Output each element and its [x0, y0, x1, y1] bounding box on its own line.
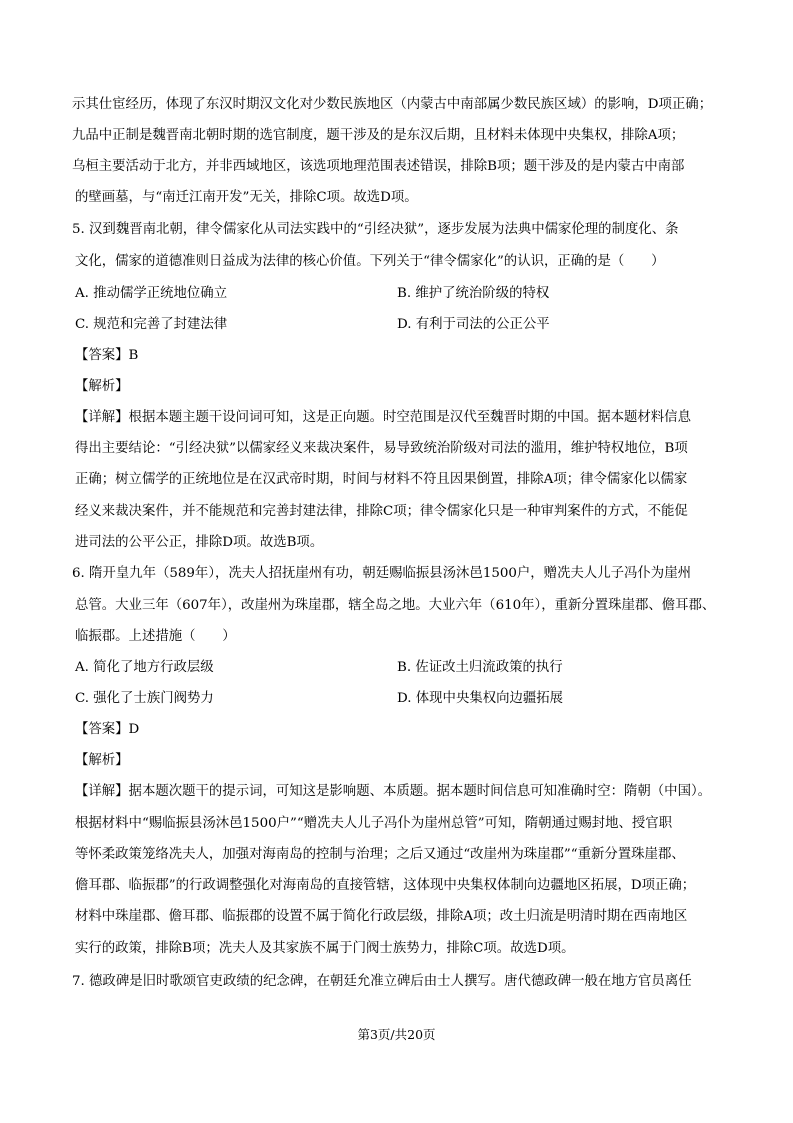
- continuation-line: 的壁画墓，与“南迁江南开发”无关，排除C项。故选D项。: [75, 190, 418, 205]
- q6-detail: 儋耳郡、临振郡”的行政调整强化对海南岛的直接管辖，这体现中央集权体制向边疆地区拓展，D项正确；: [75, 878, 696, 893]
- q5-stem: 5. 汉到魏晋南北朝，律令儒家化从司法实践中的“引经决狱”，逐步发展为法典中儒家伦理的制度化、条: [72, 222, 679, 237]
- q5-analysis-label: 【解析】: [75, 379, 129, 394]
- q6-option-d: D. 体现中央集权向边疆拓展: [397, 691, 564, 706]
- q5-option-d: D. 有利于司法的公正公平: [397, 317, 550, 332]
- q6-stem: 总管。大业三年（607年），改崖州为珠崖郡，辖全岛之地。大业六年（610年），重新分置珠崖郡、儋耳郡、: [75, 598, 716, 613]
- q6-detail: 实行的政策，排除B项；冼夫人及其家族不属于门阀士族势力，排除C项。故选D项。: [75, 941, 575, 956]
- q5-detail: 正确；树立儒学的正统地位是在汉武帝时期，时间与材料不符且因果倒置，排除A项；律令儒家化以儒家: [75, 472, 688, 487]
- q6-answer: 【答案】D: [75, 722, 140, 737]
- q6-stem: 临振郡。上述措施（ ）: [75, 629, 236, 644]
- continuation-line: 示其仕宦经历，体现了东汉时期汉文化对少数民族地区（内蒙古中南部属少数民族区域）的影响，D项正确；: [72, 97, 713, 112]
- q5-option-c: C. 规范和完善了封建法律: [75, 317, 228, 332]
- q6-option-b: B. 佐证改土归流政策的执行: [397, 660, 563, 675]
- q6-option-a: A. 简化了地方行政层级: [75, 660, 214, 675]
- q6-stem: 6. 隋开皇九年（589年），冼夫人招抚崖州有功，朝廷赐临振县汤沐邑1500户，赠冼夫人儿子冯仆为崖州: [72, 566, 691, 581]
- q6-detail: 材料中珠崖郡、儋耳郡、临振郡的设置不属于简化行政层级，排除A项；改土归流是明清时期在西南地区: [75, 909, 688, 924]
- q6-detail: 等怀柔政策笼络冼夫人，加强对海南岛的控制与治理；之后又通过“改崖州为珠崖郡”“重新分置珠崖郡、: [75, 847, 685, 862]
- q5-answer: 【答案】B: [75, 348, 139, 363]
- q5-detail: 进司法的公平公正，排除D项。故选B项。: [75, 535, 324, 550]
- continuation-line: 九品中正制是魏晋南北朝时期的选官制度，题干涉及的是东汉后期，且材料未体现中央集权，排除A项；: [72, 128, 685, 143]
- q6-detail: 根据材料中“赐临振县汤沐邑1500户”“赠冼夫人儿子冯仆为崖州总管”可知，隋朝通过赐封地、授官职: [75, 816, 673, 831]
- q5-detail: 经义来裁决案件，并不能规范和完善封建法律，排除C项；律令儒家化只是一种审判案件的方式，不能促: [75, 504, 688, 519]
- q5-option-b: B. 维护了统治阶级的特权: [397, 286, 550, 301]
- page-footer: 第3页/共20页: [357, 1027, 436, 1042]
- q7-stem: 7. 德政碑是旧时歌颂官吏政绩的纪念碑，在朝廷允准立碑后由士人撰写。唐代德政碑一般在地方官员离任: [72, 974, 692, 989]
- q5-detail: 得出主要结论：“引经决狱”以儒家经义来裁决案件，易导致统治阶级对司法的滥用，维护特权地位，B项: [75, 441, 688, 456]
- q6-detail: 【详解】据本题次题干的提示词，可知这是影响题、本质题。据本题时间信息可知准确时空：隋朝（中国）。: [75, 784, 712, 799]
- q5-detail: 【详解】根据本题主题干设问词可知，这是正向题。时空范围是汉代至魏晋时期的中国。据本题材料信息: [75, 410, 691, 425]
- q6-option-c: C. 强化了士族门阀势力: [75, 691, 214, 706]
- q5-stem: 文化，儒家的道德准则日益成为法律的核心价值。下列关于“律令儒家化”的认识，正确的是（ ）: [75, 254, 665, 269]
- q5-option-a: A. 推动儒学正统地位确立: [75, 286, 228, 301]
- continuation-line: 乌桓主要活动于北方，并非西域地区，该选项地理范围表述错误，排除B项；题干涉及的是内蒙古中南部: [72, 159, 685, 174]
- q6-analysis-label: 【解析】: [75, 753, 129, 768]
